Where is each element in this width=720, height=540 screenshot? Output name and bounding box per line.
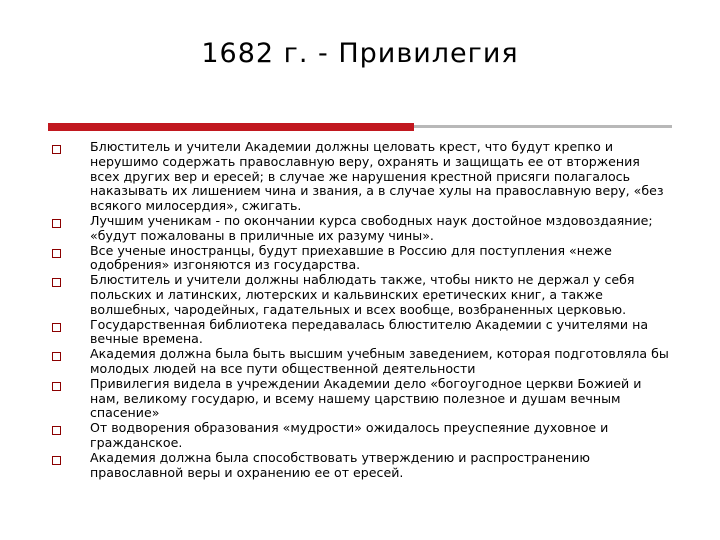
bullet-text: Все ученые иностранцы, будут приехавшие в Россию для поступления «неже одобрения» изгоняются из государства. <box>90 242 612 273</box>
square-bullet-icon <box>52 382 61 391</box>
bullet-text: Блюститель и учители должны наблюдать также, чтобы никто не держал у себя польских и латинских, лютерских и кальвинских еретических книг, а также волшебных, чародейных, гадательных и всех вообще, возбраненных церковью. <box>90 272 635 317</box>
bullet-list <box>52 140 672 480</box>
bullet-item <box>52 318 672 348</box>
bullet-text: Блюститель и учители Академии должны целовать крест, что будут крепко и нерушимо содержать православную веру, охранять и защищать ее от вторжения всех других вер и ересей; в случае же нарушения крестной присяги полагалось наказывать их лишением чина и звания, а в случае хулы на православную веру, «без всякого милосердия», сжигать. <box>90 139 664 214</box>
bullet-item <box>52 140 672 214</box>
bullet-item <box>52 451 672 481</box>
title-underline-gray <box>414 125 672 128</box>
bullet-text: Академия должна была способствовать утверждению и распространению православной веры и охранению ее от ересей. <box>90 449 590 480</box>
bullet-text: Лучшим ученикам - по окончании курса свободных наук достойное мздовоздаяние; «будут пожалованы в приличные их разуму чины». <box>90 212 653 243</box>
square-bullet-icon <box>52 426 61 435</box>
bullet-item <box>52 214 672 244</box>
slide-title: 1682 г. - Привилегия <box>201 38 519 69</box>
bullet-item <box>52 421 672 451</box>
bullet-text: Государственная библиотека передавалась блюстителю Академии с учителями на вечные времена. <box>90 316 649 347</box>
title-underline-red <box>48 123 414 131</box>
bullet-text: Привилегия видела в учреждении Академии дело «богоугодное церкви Божией и нам, великому государю, и всему нашему царствию полезное и душам вечным спасение» <box>90 375 642 421</box>
bullet-text: Академия должна была быть высшим учебным заведением, которая подготовляла бы молодых людей на все пути общественной деятельности <box>90 346 669 376</box>
bullet-item <box>52 244 672 274</box>
bullet-item <box>52 377 672 421</box>
bullet-item <box>52 347 672 377</box>
square-bullet-icon <box>52 249 61 258</box>
square-bullet-icon <box>52 145 61 154</box>
square-bullet-icon <box>52 456 61 465</box>
square-bullet-icon <box>52 323 61 332</box>
bullet-text: От водворения образования «мудрости» ожидалось преуспеяние духовное и гражданское. <box>90 420 609 450</box>
square-bullet-icon <box>52 219 61 228</box>
square-bullet-icon <box>52 278 61 287</box>
bullet-item <box>52 273 672 317</box>
square-bullet-icon <box>52 352 61 361</box>
